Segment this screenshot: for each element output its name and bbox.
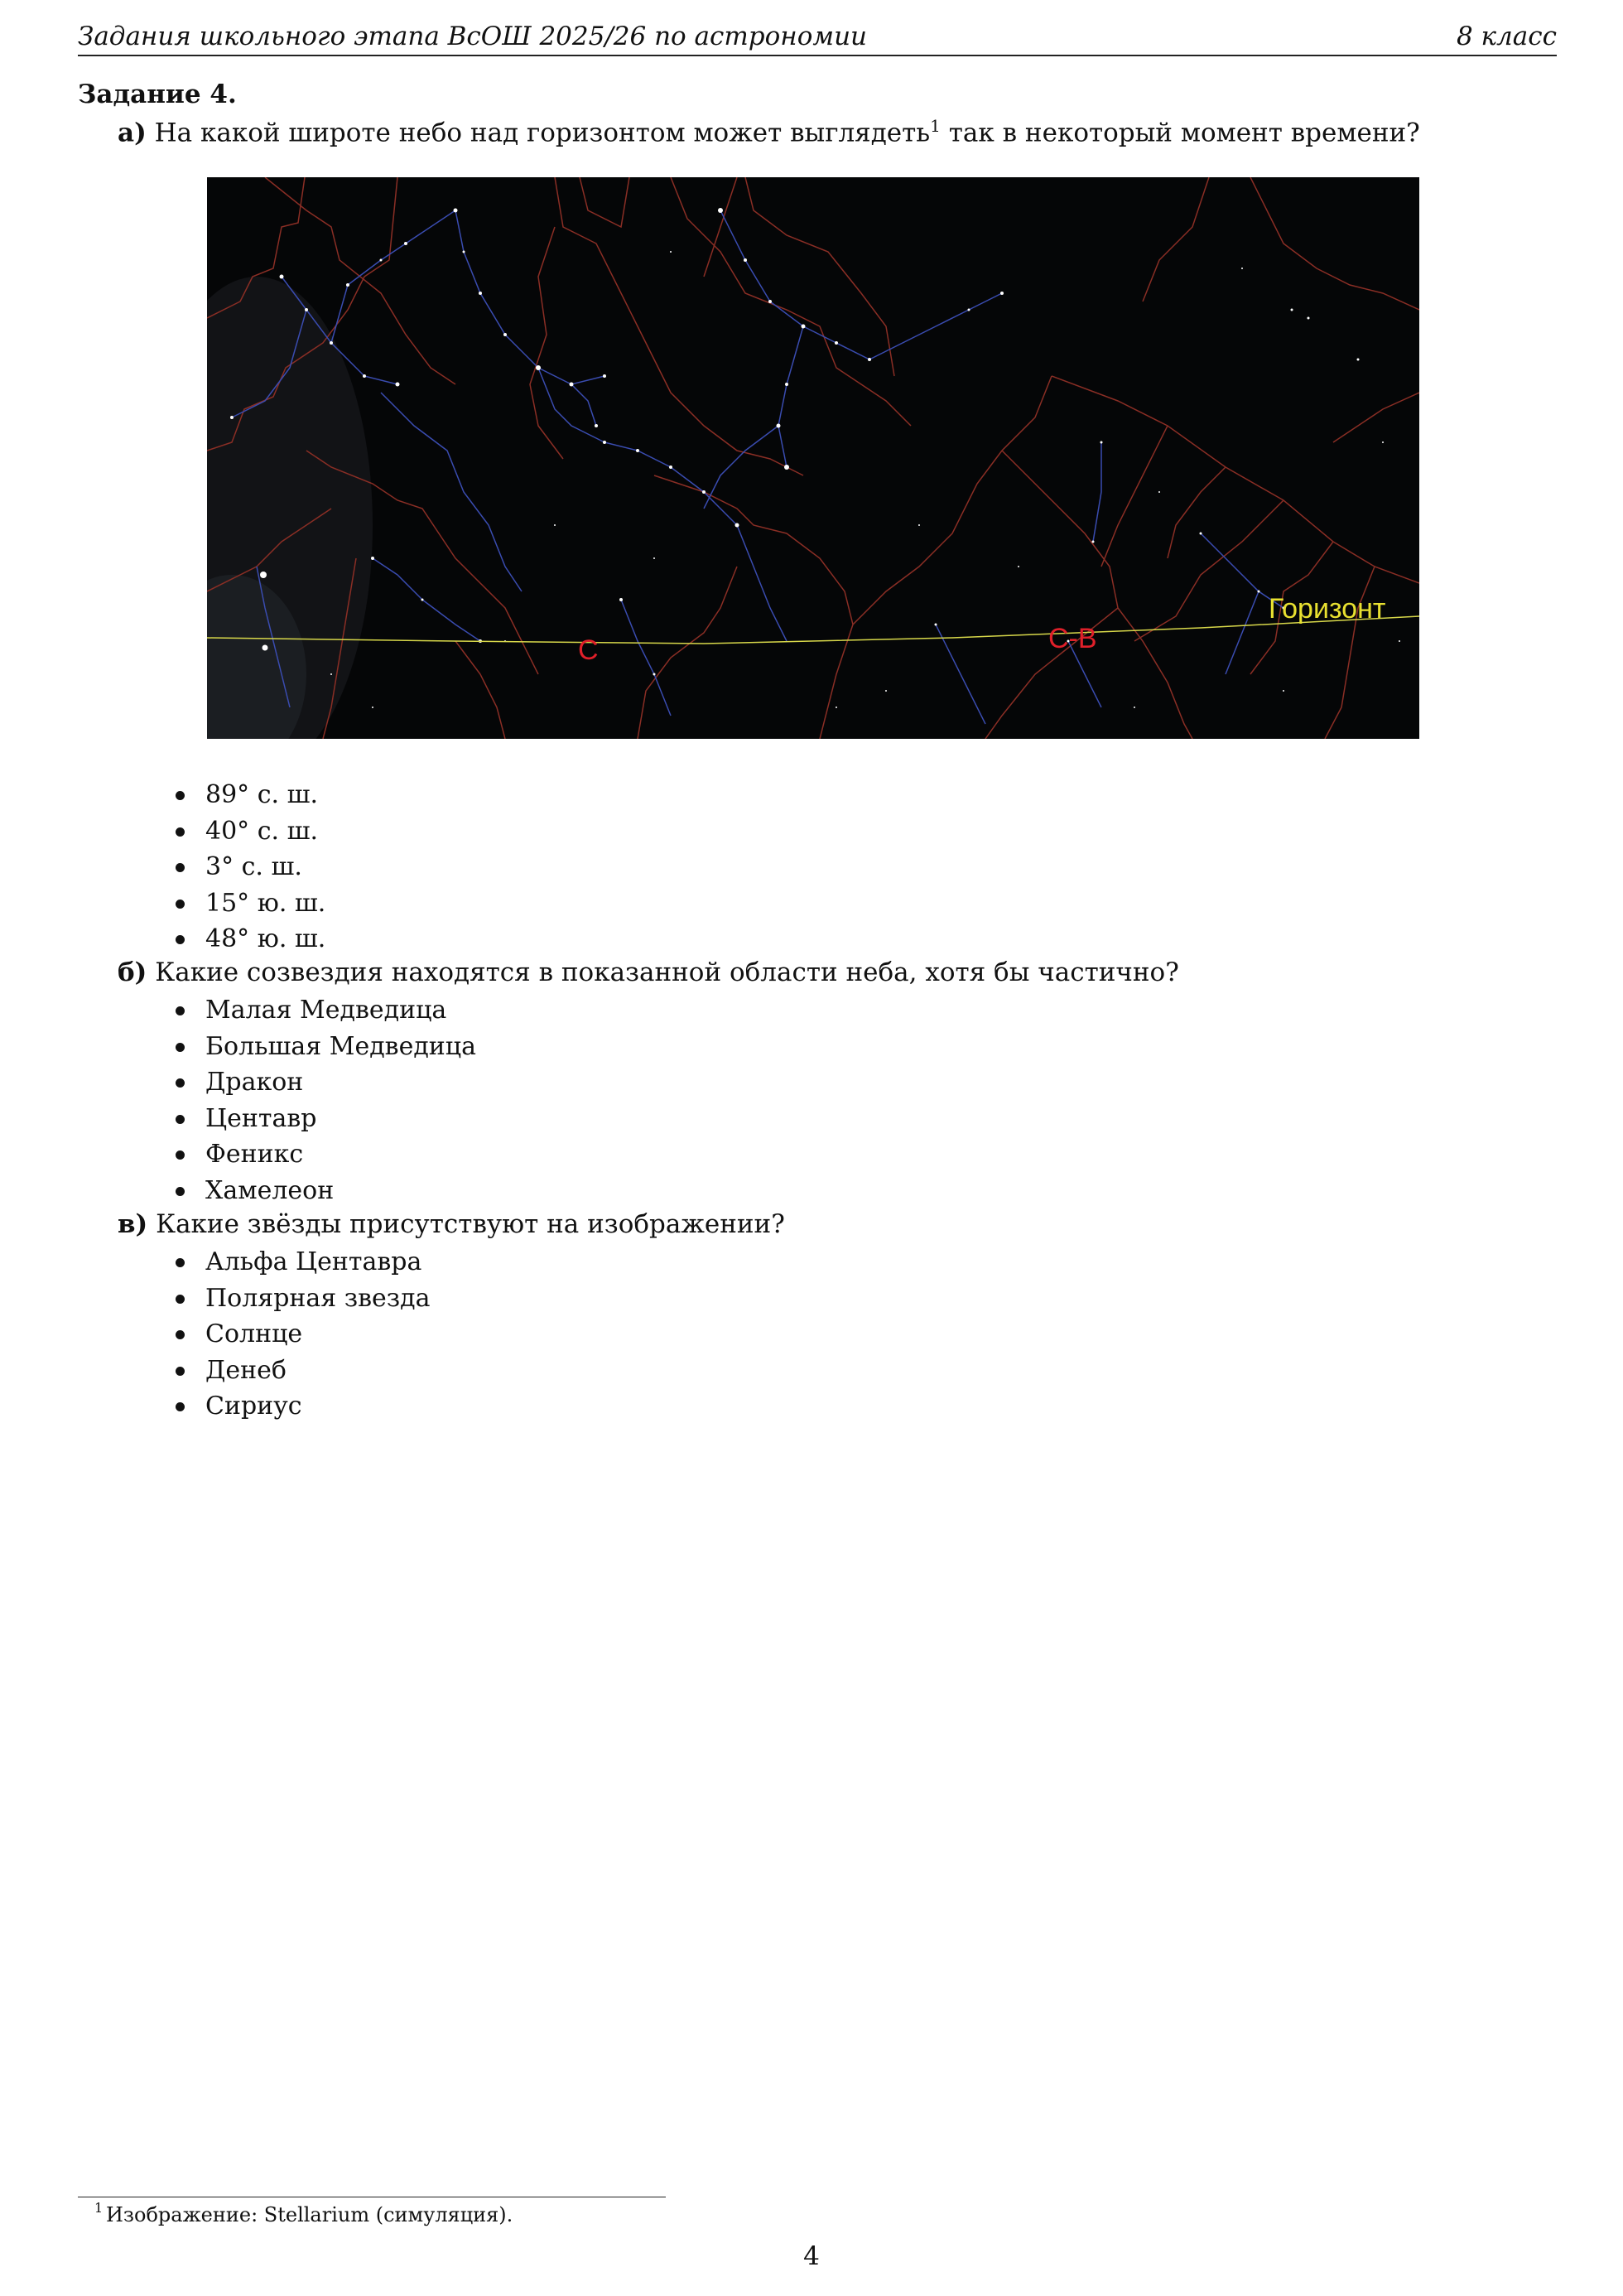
bullet xyxy=(176,1150,185,1160)
question-c-text: Какие звёзды присутствуют на изображении? xyxy=(156,1209,785,1239)
bullet xyxy=(176,1295,185,1304)
bullet xyxy=(176,1043,185,1052)
bullet xyxy=(176,1330,185,1339)
bullet xyxy=(176,1367,185,1376)
options-a-list xyxy=(176,777,325,957)
question-c xyxy=(118,1209,785,1239)
bullet xyxy=(176,1115,185,1124)
bullet xyxy=(176,1078,185,1088)
bullet xyxy=(176,1258,185,1267)
question-a-marker: а) xyxy=(118,118,147,148)
question-a xyxy=(118,116,1420,147)
list-item: Малая Медведица xyxy=(176,992,476,1029)
list-item: 3° с. ш. xyxy=(176,849,325,885)
direction-north-label: С xyxy=(578,634,599,666)
list-item: Дракон xyxy=(176,1064,476,1101)
list-item: Феникс xyxy=(176,1136,476,1173)
sky-image xyxy=(207,177,1419,739)
list-item: Солнце xyxy=(176,1316,430,1353)
bullet xyxy=(176,900,185,909)
list-item: Сириус xyxy=(176,1388,430,1425)
bullet xyxy=(176,1402,185,1411)
bullet xyxy=(176,827,185,837)
list-item: Денеб xyxy=(176,1353,430,1389)
header-title: Задания школьного этапа ВсОШ 2025/26 по астрономии xyxy=(78,22,868,51)
list-item: 15° ю. ш. xyxy=(176,885,325,922)
list-item: Хамелеон xyxy=(176,1173,476,1209)
list-item: 40° с. ш. xyxy=(176,813,325,850)
question-b xyxy=(118,957,1179,987)
bullet xyxy=(176,935,185,944)
page-header xyxy=(78,18,1557,56)
horizon-label: Горизонт xyxy=(1269,593,1386,625)
page-number: 4 xyxy=(803,2241,820,2271)
question-b-text: Какие созвездия находятся в показанной области неба, хотя бы частично? xyxy=(155,957,1179,987)
question-a-text: На какой широте небо над горизонтом может выглядеть xyxy=(154,118,931,148)
bullet xyxy=(176,1006,185,1015)
direction-northeast-label: С-В xyxy=(1048,623,1097,654)
list-item: Центавр xyxy=(176,1101,476,1137)
footnote-ref: 1 xyxy=(930,116,941,136)
list-item: 48° ю. ш. xyxy=(176,921,325,957)
list-item: Полярная звезда xyxy=(176,1281,430,1317)
bullet xyxy=(176,1187,185,1196)
question-c-marker: в) xyxy=(118,1209,148,1239)
list-item: Альфа Центавра xyxy=(176,1244,430,1281)
bullet xyxy=(176,791,185,800)
question-a-tail: так в некоторый момент времени? xyxy=(948,118,1420,148)
sky-chart xyxy=(207,177,1419,739)
list-item: 89° с. ш. xyxy=(176,777,325,813)
header-grade: 8 класс xyxy=(1456,22,1557,51)
footnote-number: 1 xyxy=(94,2200,104,2216)
options-c-list xyxy=(176,1244,430,1425)
options-b-list xyxy=(176,992,476,1208)
task-title: Задание 4. xyxy=(78,80,237,109)
footnote xyxy=(94,2200,513,2226)
list-item: Большая Медведица xyxy=(176,1029,476,1065)
question-b-marker: б) xyxy=(118,957,147,987)
footnote-text: Изображение: Stellarium (симуляция). xyxy=(106,2203,513,2226)
bullet xyxy=(176,863,185,872)
